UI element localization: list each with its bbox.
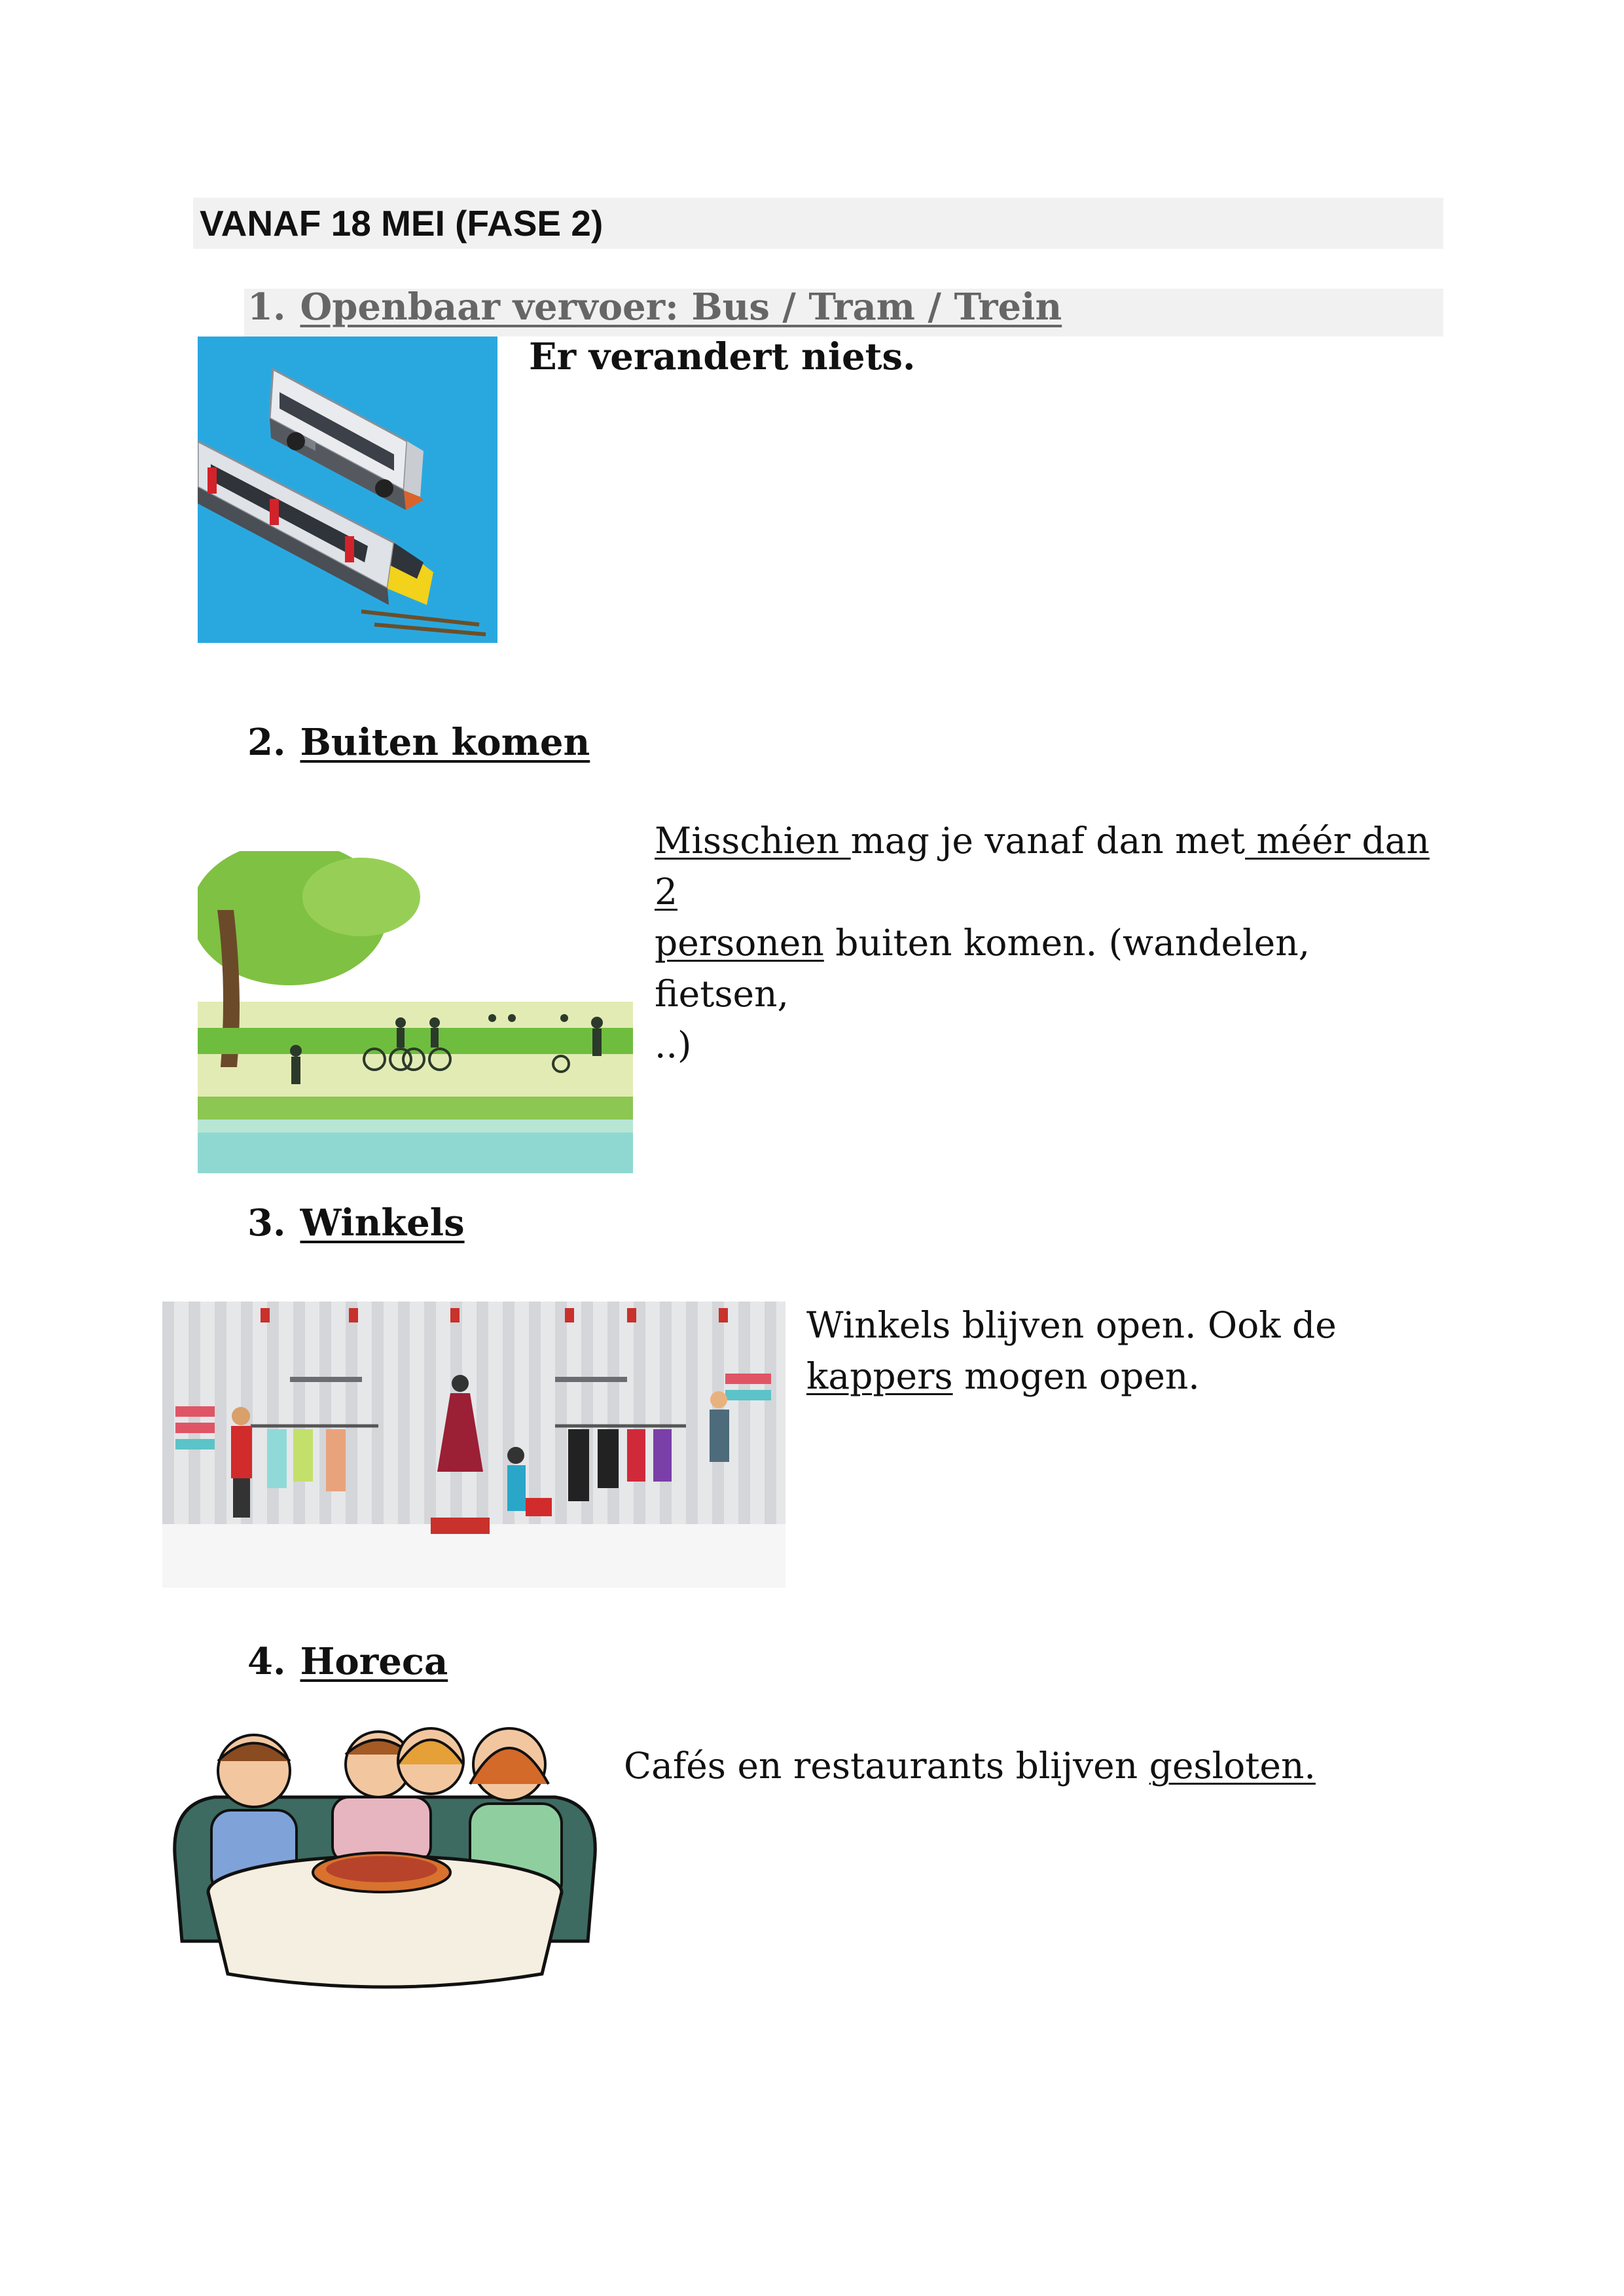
page-title: VANAF 18 MEI (FASE 2) <box>193 198 1443 249</box>
restaurant-people-illustration-icon <box>162 1725 604 2000</box>
clothing-store-illustration-icon <box>162 1302 785 1588</box>
body-text: mogen open. <box>952 1355 1200 1397</box>
section-number: 2. <box>247 721 286 764</box>
gesloten-text: gesloten. <box>1149 1745 1316 1787</box>
section-heading-transport <box>247 285 1062 329</box>
misschien-text: Misschien <box>655 820 851 862</box>
section-number: 3. <box>247 1201 286 1245</box>
section-title: Openbaar vervoer: Bus / Tram / Trein <box>300 285 1062 329</box>
personen-text: personen <box>655 922 824 964</box>
body-text: ..) <box>655 1024 692 1066</box>
body-text: buiten komen. (wandelen, fietsen, <box>655 922 1310 1015</box>
section-heading-horeca <box>247 1640 448 1683</box>
section-heading-outside <box>247 721 590 764</box>
park-illustration-icon <box>198 851 633 1173</box>
section-number: 1. <box>247 285 286 329</box>
section-heading-shops <box>247 1201 465 1245</box>
section-title: Winkels <box>300 1201 465 1245</box>
section-body-outside <box>655 815 1440 1070</box>
section-body-shops <box>806 1300 1435 1402</box>
body-text: mag je vanaf dan met <box>850 820 1245 862</box>
body-text: Cafés en restaurants blijven <box>624 1745 1149 1787</box>
section-title: Buiten komen <box>300 721 590 764</box>
section-number: 4. <box>247 1640 286 1683</box>
meer-dan-2-text: méér dan 2 <box>655 820 1430 913</box>
body-text: Winkels blijven open. Ook de <box>806 1304 1337 1346</box>
kappers-text: kappers <box>806 1355 953 1397</box>
section-body-horeca <box>624 1740 1435 1791</box>
bus-train-illustration-icon <box>198 337 497 643</box>
section-title: Horeca <box>300 1640 448 1683</box>
section-body-transport: Er verandert niets. <box>529 335 916 378</box>
